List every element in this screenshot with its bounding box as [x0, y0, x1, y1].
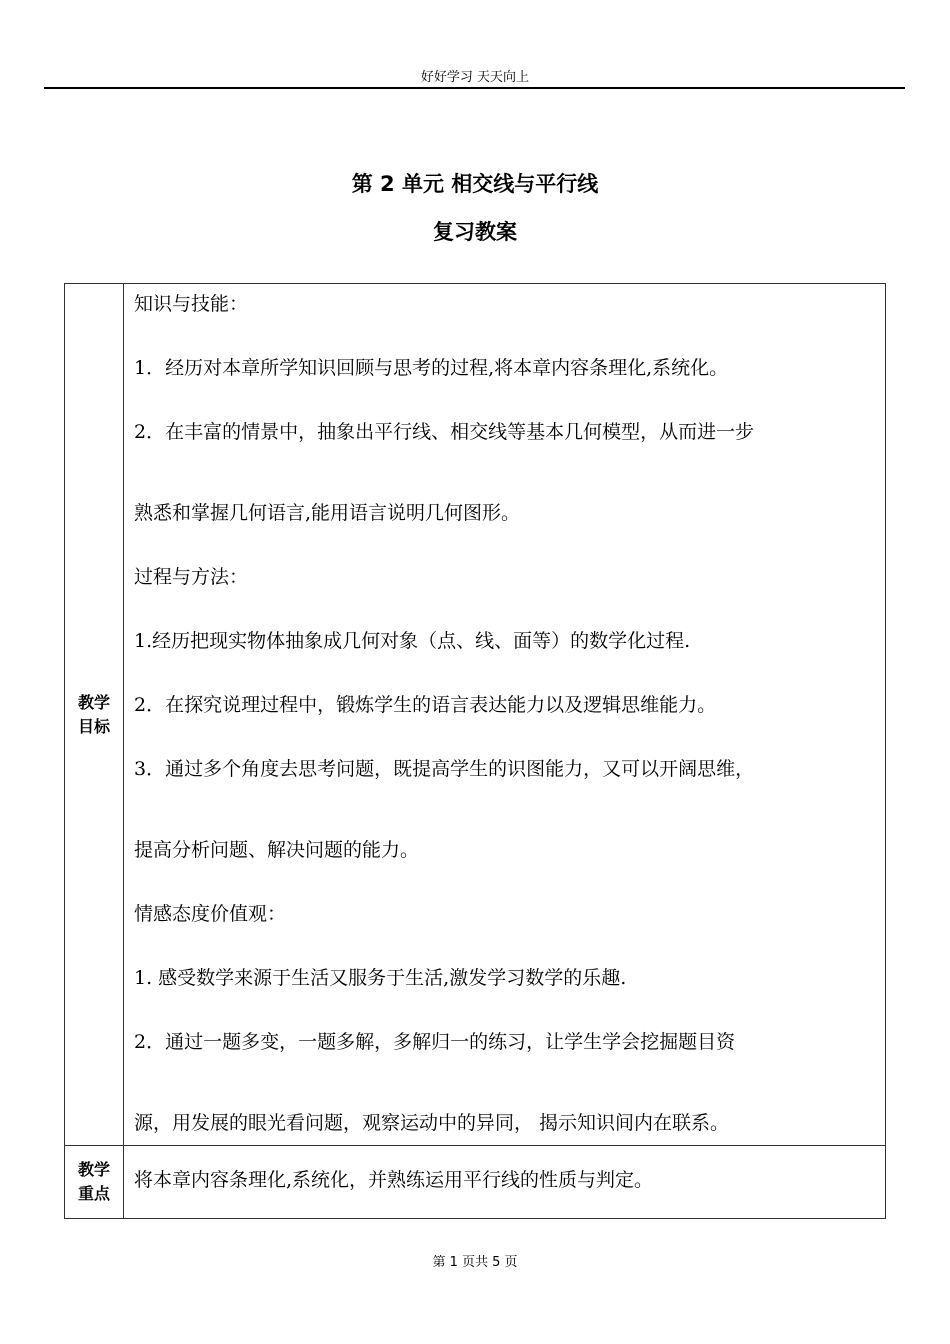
objective-line: 1. 感受数学来源于生活又服务于生活,激发学习数学的乐趣. [134, 967, 627, 989]
page-header: 好好学习 天天向上 [420, 70, 530, 85]
key-points-label-text: 教学 重点 [77, 1160, 110, 1203]
objective-line: 2．在丰富的情景中，抽象出平行线、相交线等基本几何模型，从而进一步 [134, 421, 755, 443]
doc-subtitle: 复习教案 [433, 220, 517, 244]
section-heading-knowledge: 知识与技能： [134, 293, 249, 315]
objective-line: 源，用发展的眼光看问题，观察运动中的异同， 揭示知识间内在联系。 [134, 1112, 730, 1134]
key-points-content [124, 1146, 886, 1219]
objective-line: 3．通过多个角度去思考问题，既提高学生的识图能力，又可以开阔思维， [134, 758, 755, 780]
objective-line: 2．在探究说理过程中，锻炼学生的语言表达能力以及逻辑思维能力。 [134, 694, 717, 716]
objective-line: 1．经历对本章所学知识回顾与思考的过程,将本章内容条理化,系统化。 [134, 357, 729, 379]
key-points-row [65, 1146, 886, 1219]
objective-line: 1.经历把现实物体抽象成几何对象（点、线、面等）的数学化过程. [134, 630, 691, 652]
objectives-row [65, 284, 886, 1146]
objective-line: 提高分析问题、解决问题的能力。 [134, 839, 420, 861]
section-heading-attitude: 情感态度价值观： [134, 903, 287, 925]
key-points-label [65, 1146, 124, 1219]
objective-line: 2．通过一题多变，一题多解，多解归一的练习，让学生学会挖掘题目资 [134, 1031, 736, 1053]
lesson-plan-table [64, 283, 886, 1219]
objective-line: 熟悉和掌握几何语言,能用语言说明几何图形。 [134, 502, 521, 524]
page-footer: 第 1 页共 5 页 [432, 1255, 518, 1270]
header-rule [44, 87, 905, 89]
unit-title: 第 2 单元 相交线与平行线 [351, 172, 599, 196]
key-points-text: 将本章内容条理化,系统化，并熟练运用平行线的性质与判定。 [134, 1169, 654, 1191]
objectives-content [124, 284, 886, 1146]
objectives-label [65, 284, 124, 1146]
section-heading-process: 过程与方法： [134, 566, 249, 588]
objectives-label-text: 教学 目标 [77, 692, 110, 736]
